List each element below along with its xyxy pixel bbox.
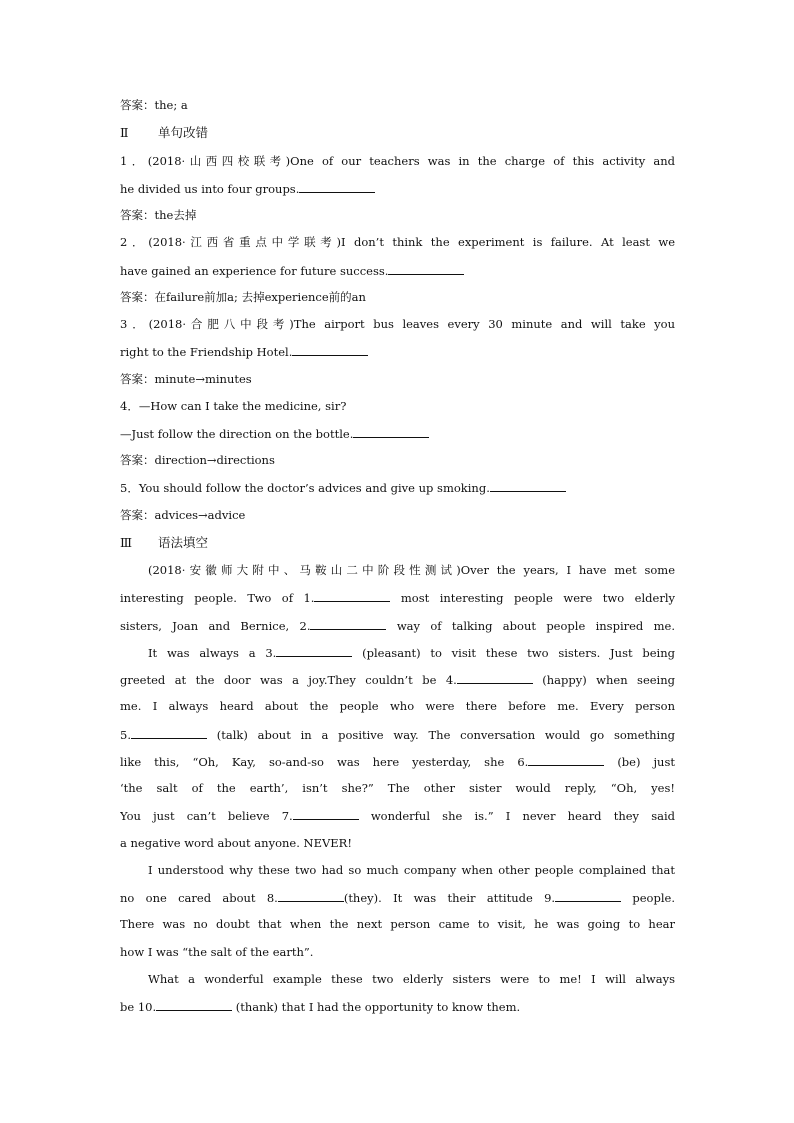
answer-blank-q1[interactable] [299,180,375,193]
answer-blank-9[interactable] [555,889,621,902]
answer-2: 答案：在failure前加a; 去掉experience前的an [120,290,366,304]
question-2-text: have gained an experience for future success. [120,264,389,278]
answer-blank-q5[interactable] [490,479,566,492]
passage-p1-line-2 [120,589,675,606]
answer-blank-2[interactable] [310,617,386,630]
passage-p2-line-8: a negative word about anyone. NEVER! [120,836,352,850]
question-5-line [120,479,675,496]
passage-p4-line-1: What a wonderful example these two elderly sisters were to me! I will always [148,972,675,986]
question-1-line-1: 1．(2018·山西四校联考)One of our teachers was in the charge of this activity and [120,154,675,168]
passage-text: interesting people. Two of 1. [120,591,315,605]
question-4-text: —Just follow the direction on the bottle. [120,427,354,441]
answer-blank-1[interactable] [314,589,390,602]
answer-1: 答案：the去掉 [120,208,197,222]
question-1-line-2 [120,180,675,197]
answer-3: 答案：minute→minutes [120,372,252,386]
passage-text: people. [621,891,675,905]
question-4-line-2 [120,425,675,442]
answer-blank-6[interactable] [528,753,604,766]
passage-p1-line-3 [120,617,675,634]
section-2-number: Ⅱ [120,125,129,140]
answer-blank-q2[interactable] [388,262,464,275]
passage-text: like this, “Oh, Kay, so-and-so was here yesterday, she 6. [120,755,529,769]
question-3-text: right to the Friendship Hotel. [120,345,293,359]
passage-text: way of talking about people inspired me. [386,619,675,633]
answer-blank-q4[interactable] [353,425,429,438]
passage-p2-line-1 [148,644,675,661]
passage-text: You just can’t believe 7. [120,809,293,823]
passage-text: no one cared about 8. [120,891,278,905]
section-3-title: 语法填空 [158,535,209,550]
passage-p1-line-1: (2018·安徽师大附中、马鞍山二中阶段性测试)Over the years, I have met some [148,563,675,577]
section-3-heading [120,535,675,551]
passage-p2-line-3: me. I always heard about the people who were there before me. Every person [120,699,675,713]
section-2-heading [120,125,675,141]
answer-prev: 答案：the; a [120,98,188,112]
answer-blank-3[interactable] [276,644,352,657]
question-5-text: 5．You should follow the doctor’s advices and give up smoking. [120,481,490,495]
passage-p3-line-2 [120,889,675,906]
answer-blank-q3[interactable] [292,343,368,356]
answer-blank-10[interactable] [156,998,232,1011]
passage-p2-line-6: ‘the salt of the earth’, isn’t she?” The other sister would reply, “Oh, yes! [120,781,675,795]
passage-p3-line-3: There was no doubt that when the next person came to visit, he was going to hear [120,917,675,931]
question-1-text: he divided us into four groups. [120,182,300,196]
section-3-number: Ⅲ [120,535,133,550]
passage-text: (be) just [604,755,675,769]
passage-text: be 10. [120,1000,157,1014]
question-4-line-1: 4．—How can I take the medicine, sir? [120,399,347,413]
passage-text: wonderful she is.” I never heard they said [358,809,675,823]
answer-5: 答案：advices→advice [120,508,246,522]
passage-text: (happy) when seeing [532,673,675,687]
passage-p3-line-1: I understood why these two had so much company when other people complained that [148,863,675,877]
answer-4: 答案：direction→directions [120,453,275,467]
passage-p2-line-2 [120,671,675,688]
section-2-title: 单句改错 [158,125,209,140]
answer-blank-4[interactable] [457,671,533,684]
passage-text: (pleasant) to visit these two sisters. Just being [352,646,675,660]
passage-p2-line-7 [120,807,675,824]
passage-text: sisters, Joan and Bernice, 2. [120,619,311,633]
passage-p3-line-4: how I was “the salt of the earth”. [120,945,314,959]
passage-text: (talk) about in a positive way. The conversation would go something [206,728,675,742]
question-3-line-2 [120,343,675,360]
passage-p4-line-2 [120,998,675,1015]
question-2-line-1: 2．(2018·江西省重点中学联考)I don’t think the experiment is failure. At least we [120,235,675,249]
answer-blank-7[interactable] [293,807,359,820]
passage-text: (they). It was their attitude 9. [343,891,556,905]
passage-text: (thank) that I had the opportunity to know them. [232,1000,521,1014]
passage-text: greeted at the door was a joy.They couldn’t be 4. [120,673,457,687]
question-3-line-1: 3．(2018·合肥八中段考)The airport bus leaves every 30 minute and will take you [120,317,675,331]
passage-p2-line-5 [120,753,675,770]
answer-blank-8[interactable] [278,889,344,902]
passage-text: 5. [120,728,131,742]
question-2-line-2 [120,262,675,279]
answer-blank-5[interactable] [131,726,207,739]
passage-text: most interesting people were two elderly [390,591,675,605]
passage-p2-line-4 [120,726,675,743]
passage-text: It was always a 3. [148,646,277,660]
